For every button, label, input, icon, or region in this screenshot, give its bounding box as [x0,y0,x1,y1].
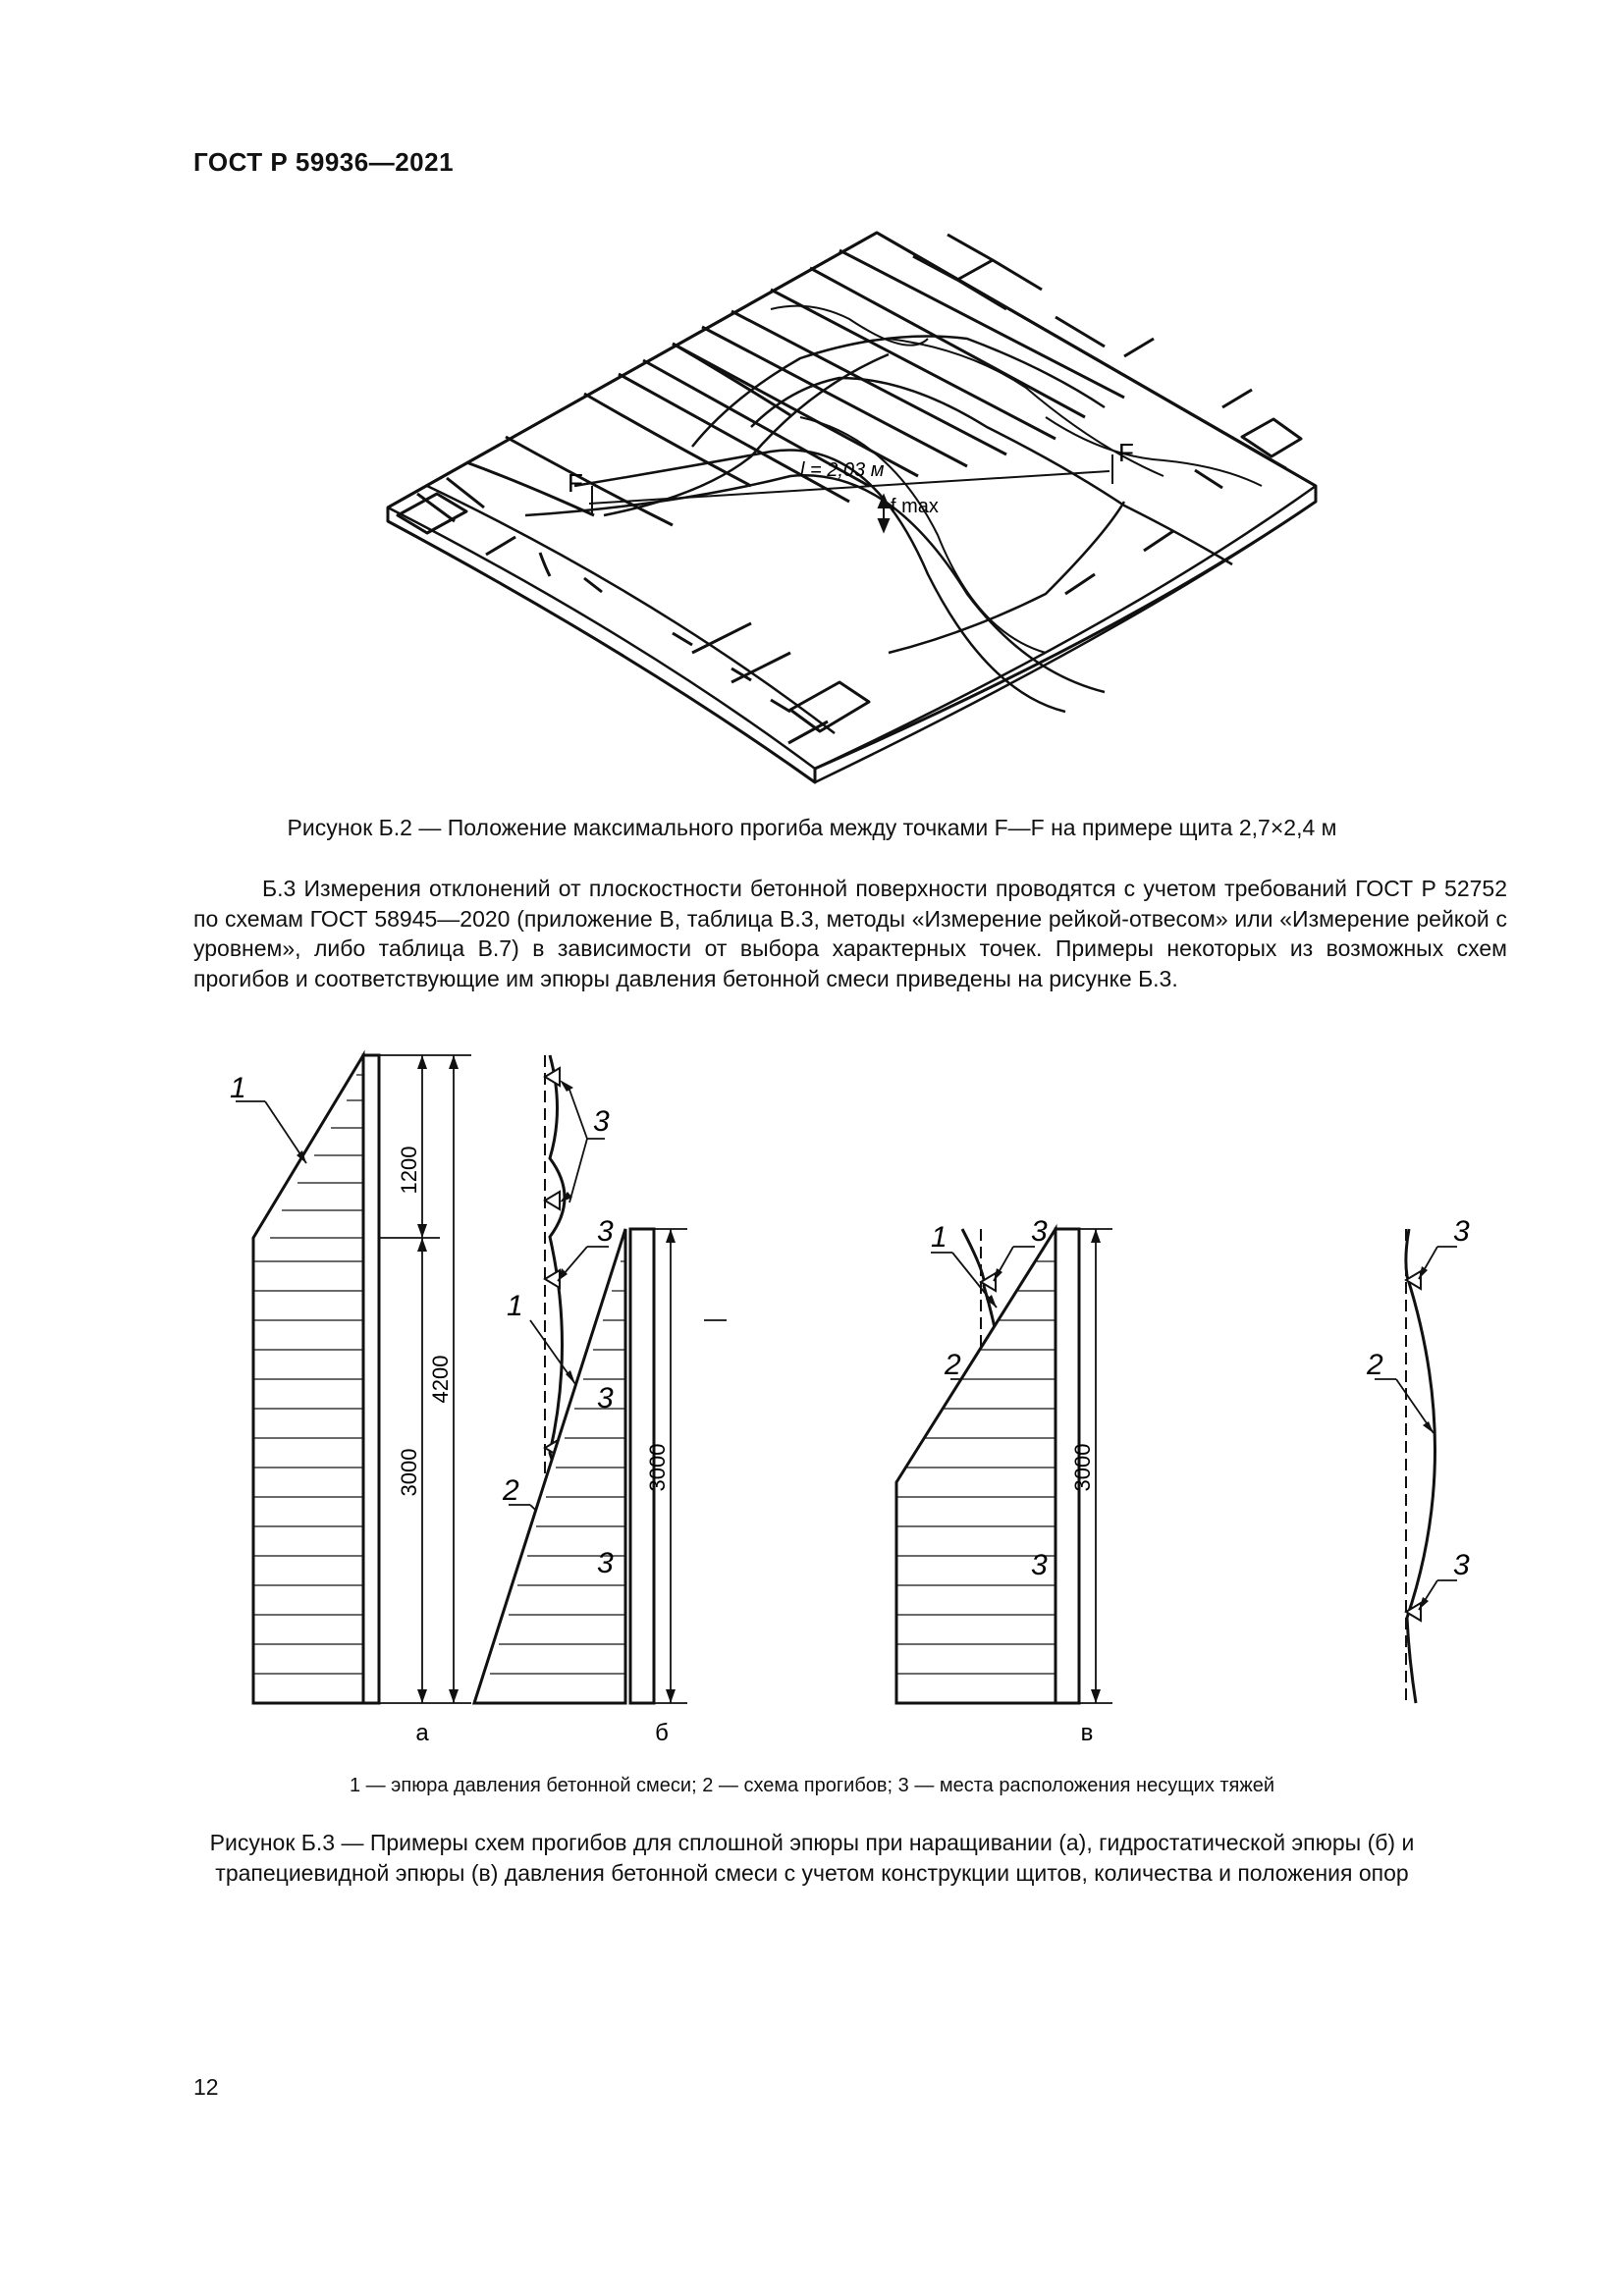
label-f-right: F [1118,438,1134,467]
panel-label-a: а [415,1720,429,1746]
callout-2-v: 2 [1367,1349,1383,1381]
callout-1-a: 1 [230,1072,246,1104]
callout-1-b: 1 [507,1290,523,1322]
callout-3-a2: 3 [597,1215,614,1248]
callout-3-a4: 3 [597,1547,614,1579]
callout-3-b2: 3 [1031,1549,1048,1581]
dim-1200: 1200 [397,1146,421,1195]
callout-1-v: 1 [931,1221,947,1254]
callout-2-a: 2 [503,1474,519,1507]
figure-b3-diagrams [216,1041,1502,1757]
callout-3-a1: 3 [593,1105,610,1138]
callout-2-b: 2 [945,1349,961,1381]
label-length: l = 2,03 м [800,459,885,481]
paragraph-b3 [193,874,1507,993]
figure-b3-legend: 1 — эпюра давления бетонной смеси; 2 — схема прогибов; 3 — места расположения несущих тяжей [349,1775,1275,1796]
panel-label-v: в [1080,1720,1094,1746]
figure-b3-caption-line1: Рисунок Б.3 — Примеры схем прогибов для сплошной эпюры при наращивании (а), гидростатической эпюры (б) и [209,1830,1415,1855]
callout-3-v1: 3 [1453,1215,1470,1248]
callout-3-v2: 3 [1453,1549,1470,1581]
figure-b2-caption: Рисунок Б.2 — Положение максимального прогиба между точками F—F на примере щита 2,7×2,4 м [287,815,1337,840]
panel-label-b: б [655,1720,669,1746]
label-fmax: f max [891,496,939,517]
dim-3000-v: 3000 [1070,1443,1095,1492]
document-header: ГОСТ Р 59936—2021 [193,147,455,177]
figure-b3-caption-line2: трапециевидной эпюры (в) давления бетонной смеси с учетом конструкции щитов, количества и положения опор [215,1860,1409,1886]
paragraph-b3-text: Б.3 Измерения отклонений от плоскостности бетонной поверхности проводятся с учетом требований ГОСТ Р 52752 по схемам ГОСТ 58945—2020 (приложение В, таблица В.3, методы «Измерение рейкой-отвесом» или «Измерение рейкой с уровнем», либо таблица В.7) в зависимости от выбора характерных точек. Примеры некоторых из возможных схем прогибов и соответствующие им эпюры давления бетонной смеси приведены на рисунке Б.3. [193,876,1507,991]
page-number: 12 [193,2074,219,2100]
dim-3000-b: 3000 [645,1443,670,1492]
callout-3-b1: 3 [1031,1215,1048,1248]
label-f-left: F [568,468,583,498]
callout-3-a3: 3 [597,1382,614,1415]
dim-4200: 4200 [428,1355,453,1404]
figure-b2-panel-drawing [378,221,1321,800]
figure-b3-caption [147,1828,1477,1889]
dim-3000-a: 3000 [397,1448,421,1497]
